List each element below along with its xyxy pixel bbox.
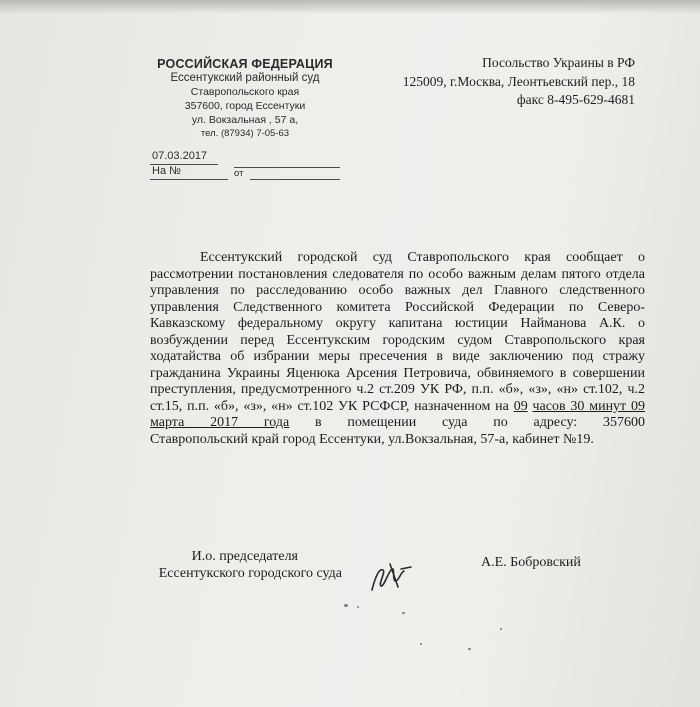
scan-speck [500, 628, 502, 630]
body-line-10: «н» ст.102, ч.2 ст.15, п.п. «б», «з», «н» ст.102 УК РСФСР, назначенном на [150, 382, 646, 414]
body-line-2: рассмотрении постановления следователя по особо важным делам пятого [150, 266, 601, 282]
reference-date: 07.03.2017 [152, 150, 208, 162]
reference-from-rule [250, 179, 340, 180]
signer-name: А.Е. Бобровский [481, 555, 581, 570]
sender-region: Ставропольского края [190, 86, 300, 98]
scan-speck [357, 606, 359, 608]
signatory-title [152, 548, 342, 582]
body-line-8: гражданина Украины Яценюка Арсения Петровича, обвиняемого в [150, 365, 567, 381]
body-line-1: Ессентукский городской суд Ставропольского края сообщает о [200, 250, 645, 265]
scan-shadow [0, 0, 700, 14]
hearing-time-highlight-2: часов 30 минут 09 марта 2017 года [150, 398, 645, 431]
scan-speck [344, 604, 348, 607]
recipient-address: 125009, г.Москва, Леонтьевский пер., 18 [402, 73, 635, 89]
letter-body [150, 250, 645, 449]
scan-speck [402, 612, 405, 614]
sender-phone: тел. (87934) 7-05-63 [200, 128, 290, 139]
signature-stroke [372, 564, 411, 590]
body-line-12: Ставропольский край город Ессентуки, ул.Вокзальная, 57-а, кабинет №19. [150, 432, 594, 448]
body-line-7: ходатайства об избрании меры пресечения в виде заключению под стражу [150, 349, 645, 365]
sender-street: ул. Вокзальная , 57 а, [191, 114, 299, 126]
handwritten-signature [368, 560, 414, 594]
hearing-time-highlight-1: 09 [513, 398, 528, 414]
sender-country: РОССИЙСКАЯ ФЕДЕРАЦИЯ [157, 57, 333, 71]
recipient-block [380, 54, 635, 110]
scan-speck [468, 648, 471, 650]
body-line-5: Северо-Кавказскому федеральному округу капитана юстиции Найманова А.К. [150, 299, 646, 332]
reference-number-rule [150, 179, 228, 180]
sender-block [150, 57, 340, 141]
scan-speck [420, 643, 422, 645]
body-line-4: следственного управления Следственного комитета Российской Федерации по [150, 283, 645, 315]
reference-number-label: На № [152, 165, 181, 177]
sender-court: Ессентукский районный суд [170, 72, 320, 84]
body-line-11: в помещении суда по адресу: 357600 [315, 415, 645, 431]
recipient-name: Посольство Украины в РФ [482, 55, 635, 70]
reference-extra-rule [234, 167, 340, 168]
reference-from-label: от [234, 168, 244, 179]
signatory-title-line-2: Ессентукского городского суда [158, 566, 342, 581]
body-line-3: отдела управления по расследованию особо важных дел Главного [150, 266, 646, 299]
recipient-fax: факс 8-495-629-4681 [516, 92, 635, 107]
body-line-6: о возбуждении перед Ессентукским городским судом Ставропольского края [150, 316, 645, 348]
sender-postal-city: 357600, город Ессентуки [184, 100, 306, 112]
body-line-9: совершении преступления, предусмотренного ч.2 ст.209 УК РФ, п.п. «б», «з», [150, 365, 645, 398]
signatory-title-line-1: И.о. председателя [191, 549, 298, 564]
